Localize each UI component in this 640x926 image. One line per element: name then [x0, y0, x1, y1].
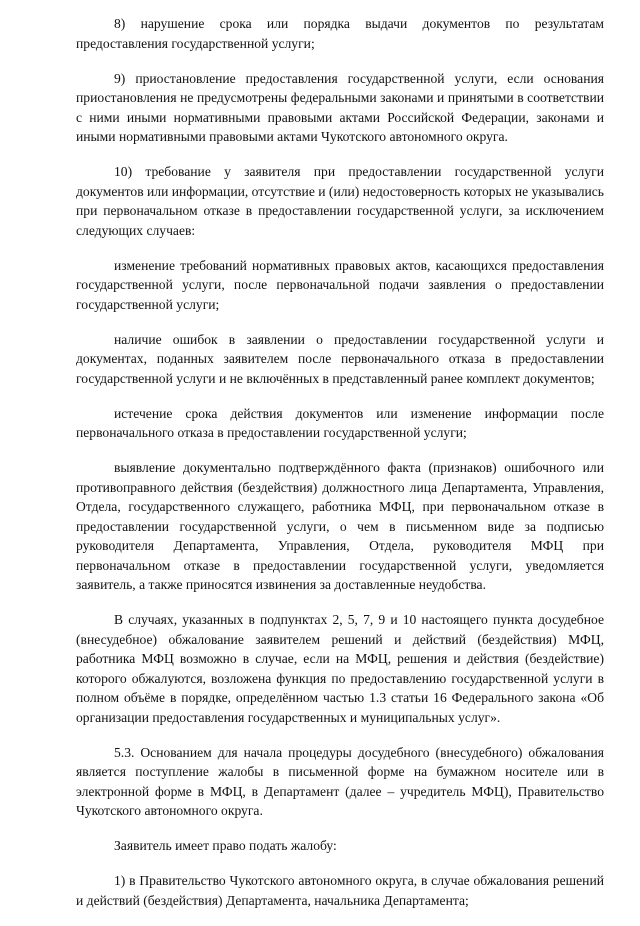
paragraph-exception-documents-expired: истечение срока действия документов или изменение информации после первоначального отказа в предоставлении государственной услуги;	[76, 405, 604, 440]
paragraph-complaint-government: 1) в Правительство Чукотского автономного округа, в случае обжалования решений и действий (бездействия) Департамента, начальника Департамента;	[76, 873, 604, 908]
paragraph-exception-errors-in-application: наличие ошибок в заявлении о предоставлении государственной услуги и документах, поданных заявителем после первоначального отказа в предоставлении государственной услуги и не включённых в представленный ранее комплект документов;	[76, 331, 604, 386]
paragraph-exception-erroneous-action: выявление документально подтверждённого факта (признаков) ошибочного или противоправного действия (бездействия) должностного лица Департамента, Управления, Отдела, государственного служащего, работника МФЦ, при первоначальном отказе в предоставлении государственной услуги, о чем в письменном виде за подписью руководителя Департамента, Управления, Отдела, руководителя МФЦ при первоначальном отказе в предоставлении государственной услуги, уведомляется заявитель, а также приносятся извинения за доставленные неудобства.	[76, 460, 604, 592]
paragraph-section-5-3: 5.3. Основанием для начала процедуры досудебного (внесудебного) обжалования является поступление жалобы в письменной форме на бумажном носителе или в электронной форме в МФЦ, в Департамент (далее – учредитель МФЦ), Правительство Чукотского автономного округа.	[76, 744, 604, 818]
paragraph-item-9: 9) приостановление предоставления государственной услуги, если основания приостановления не предусмотрены федеральными законами и принятыми в соответствии с ними иными нормативными правовыми актами Российской Федерации, законами и иными нормативными правовыми актами Чукотского автономного округа.	[76, 70, 604, 144]
paragraph-mfc-appeal-cases: В случаях, указанных в подпунктах 2, 5, 7, 9 и 10 настоящего пункта досудебное (внесудебное) обжалование заявителем решений и действий (бездействия) МФЦ, работника МФЦ возможно в случае, если на МФЦ, решения и действия (бездействие) которого обжалуются, возложена функция по предоставлению государственной услуги в полном объёме в порядке, определённом частью 1.3 статьи 16 Федерального закона «Об организации предоставления государственных и муниципальных услуг».	[76, 612, 604, 725]
paragraph-exception-requirements-change: изменение требований нормативных правовых актов, касающихся предоставления государственной услуги, после первоначальной подачи заявления о предоставлении государственной услуги;	[76, 257, 604, 312]
paragraph-item-10: 10) требование у заявителя при предоставлении государственной услуги документов или информации, отсутствие и (или) недостоверность которых не указывались при первоначальном отказе в предоставлении государственной услуги, за исключением следующих случаев:	[76, 164, 604, 238]
paragraph-right-to-complain: Заявитель имеет право подать жалобу:	[114, 838, 337, 853]
document-page	[76, 14, 604, 926]
paragraph-item-8: 8) нарушение срока или порядка выдачи документов по результатам предоставления государственной услуги;	[76, 16, 604, 51]
